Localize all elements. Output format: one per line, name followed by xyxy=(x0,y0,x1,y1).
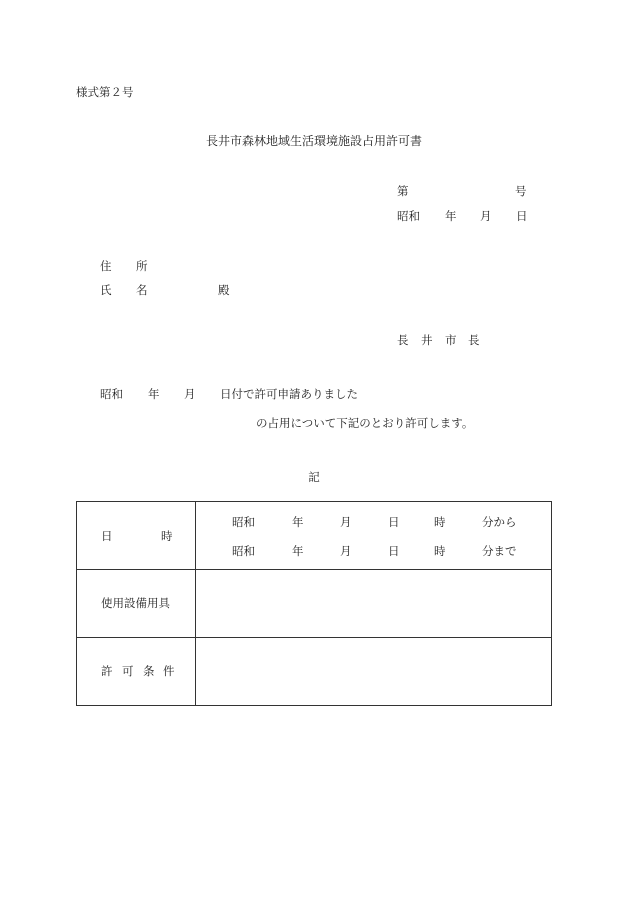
body-line2: の占用について下記のとおり許可します。 xyxy=(256,416,474,430)
body-line1-tail: 日付で許可申請ありました xyxy=(220,387,358,401)
equipment-label-cell xyxy=(77,570,196,638)
from-era: 昭和 xyxy=(232,515,255,529)
datetime-label-char-1: 日 xyxy=(101,529,113,543)
from-year-label: 年 xyxy=(292,515,304,529)
to-hour-label: 時 xyxy=(434,544,446,558)
datetime-value-cell xyxy=(196,502,552,570)
conditions-value-cell xyxy=(196,638,552,706)
document-title: 長井市森林地域生活環境施設占用許可書 xyxy=(205,134,423,148)
to-year-label: 年 xyxy=(292,544,304,558)
datetime-label-cell xyxy=(77,502,196,570)
from-hour-label: 時 xyxy=(434,515,446,529)
issuer-char-4: 長 xyxy=(468,333,480,347)
address-label-1: 住 xyxy=(100,259,112,273)
issue-year-label: 年 xyxy=(445,209,457,223)
conditions-label-char-3: 条 xyxy=(143,664,155,678)
table-row-equipment xyxy=(77,570,552,638)
conditions-label-cell xyxy=(77,638,196,706)
issuer-char-2: 井 xyxy=(421,333,433,347)
body-year-label: 年 xyxy=(148,387,160,401)
permit-table xyxy=(76,501,552,706)
to-era: 昭和 xyxy=(232,544,255,558)
table-row-datetime xyxy=(77,502,552,570)
from-day-label: 日 xyxy=(388,515,400,529)
equipment-label: 使用設備用具 xyxy=(101,596,170,610)
ki-heading: 記 xyxy=(308,470,320,484)
to-day-label: 日 xyxy=(388,544,400,558)
honorific-dono: 殿 xyxy=(218,283,230,297)
form-number: 様式第２号 xyxy=(76,85,134,99)
issue-era: 昭和 xyxy=(397,209,420,223)
issuer-char-3: 市 xyxy=(445,333,457,347)
to-tail: 分まで xyxy=(482,544,517,558)
table-row-conditions xyxy=(77,638,552,706)
datetime-label-char-2: 時 xyxy=(161,529,173,543)
equipment-value-cell xyxy=(196,570,552,638)
to-month-label: 月 xyxy=(340,544,352,558)
conditions-label-char-1: 許 xyxy=(101,664,113,678)
body-month-label: 月 xyxy=(184,387,196,401)
issue-go-label: 号 xyxy=(515,184,527,198)
issuer-char-1: 長 xyxy=(397,333,409,347)
conditions-label-char-2: 可 xyxy=(122,664,134,678)
name-label-1: 氏 xyxy=(100,283,112,297)
from-month-label: 月 xyxy=(340,515,352,529)
from-tail: 分から xyxy=(482,515,517,529)
conditions-label-char-4: 件 xyxy=(163,664,175,678)
address-label-2: 所 xyxy=(136,259,148,273)
issue-dai-label: 第 xyxy=(397,184,409,198)
issue-day-label: 日 xyxy=(516,209,528,223)
name-label-2: 名 xyxy=(136,283,148,297)
body-era: 昭和 xyxy=(100,387,123,401)
issue-month-label: 月 xyxy=(480,209,492,223)
